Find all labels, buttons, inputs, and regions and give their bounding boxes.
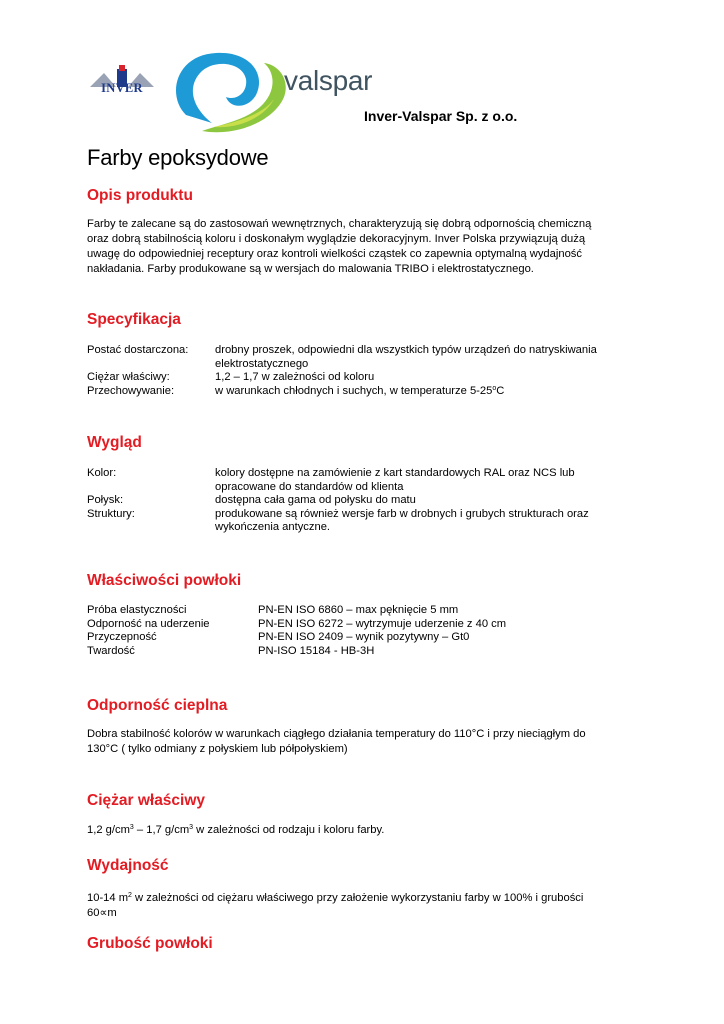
- odpornosc-paragraph: [87, 727, 639, 757]
- specyfikacja-table: [87, 344, 647, 398]
- odpornosc-line: Dobra stabilność kolorów w warunkach ciągłego działania temperatury do 110°C i przy nieciągłym do: [87, 728, 586, 740]
- odpornosc-line: 130°C ( tylko odmiany z połyskiem lub półpołyskiem): [87, 743, 348, 755]
- property-value: PN-EN ISO 2409 – wynik pozytywny – Gt0: [258, 631, 470, 643]
- opis-line: uwagę do odpowiedniej receptury oraz kontroli wielkości cząstek co zapewnia optymalną wydajność: [87, 248, 582, 260]
- wyglad-value: dostępna cała gama od połysku do matu: [215, 494, 416, 506]
- property-key: Odporność na uderzenie: [87, 617, 210, 630]
- wyglad-key: Kolor:: [87, 467, 117, 479]
- opis-line: oraz dobrą stabilnością koloru i doskonałym wyglądzie dekoracyjnym. Inver Polska przywiązują dużą: [87, 233, 586, 245]
- section-heading-wydajnosc: Wydajność: [87, 857, 169, 874]
- wyglad-value: produkowane są również wersje farb w drobnych i grubych strukturach oraz: [215, 507, 589, 520]
- spec-row: [87, 371, 647, 385]
- spec-value: drobny proszek, odpowiedni dla wszystkich typów urządzeń do natryskiwania: [215, 344, 597, 356]
- property-key: Twardość: [87, 644, 135, 657]
- wyglad-value-cont: opracowane do standardów od klienta: [215, 480, 404, 493]
- wyglad-key: Połysk:: [87, 494, 124, 506]
- document-title: Farby epoksydowe: [87, 145, 269, 170]
- spec-value: w warunkach chłodnych i suchych, w temperaturze 5-25$^o$C: [215, 384, 505, 397]
- section-heading-wlasciwosci: Właściwości powłoki: [87, 572, 242, 589]
- property-key: Próba elastyczności: [87, 604, 187, 616]
- logo-area: [86, 45, 376, 135]
- property-row: [87, 604, 647, 618]
- spec-key: Przechowywanie:: [87, 384, 175, 397]
- wyglad-row: [87, 494, 647, 508]
- valspar-swirl-icon: [156, 45, 296, 135]
- opis-line: nakładania. Farby produkowane są w wersjach do malowania TRIBO i elektrostatycznego.: [87, 263, 534, 275]
- wyglad-row: [87, 467, 647, 494]
- spec-key: Ciężar właściwy:: [87, 371, 170, 383]
- valspar-logo-text: valspar: [284, 65, 373, 96]
- property-value: PN-EN ISO 6860 – max pęknięcie 5 mm: [258, 604, 459, 616]
- spec-value: 1,2 – 1,7 w zależności od koloru: [215, 371, 375, 383]
- property-key: Przyczepność: [87, 631, 157, 643]
- opis-paragraph: [87, 217, 639, 277]
- wlasciwosci-table: [87, 604, 647, 658]
- wydajnosc-line: 10-14 $m^2$ w zależności od ciężaru właściwego przy założenie wykorzystaniu farby w 100% i grubości: [87, 892, 584, 904]
- wyglad-value: kolory dostępne na zamówienie z kart standardowych RAL oraz NCS lub: [215, 467, 575, 479]
- opis-line: Farby te zalecane są do zastosowań wewnętrznych, charakteryzują się dobrą odpornością chemiczną: [87, 218, 592, 230]
- wyglad-value-cont: wykończenia antyczne.: [215, 521, 331, 533]
- section-heading-wyglad: Wygląd: [87, 434, 142, 451]
- wydajnosc-paragraph: [87, 891, 639, 921]
- ciezar-paragraph: 1,2 $g/cm^3 - 1,7$ $g/cm^3$ w zależności od rodzaju i koloru farby.: [87, 824, 385, 836]
- section-heading-specyfikacja: Specyfikacja: [87, 311, 181, 328]
- property-value: PN-ISO 15184 - HB-3H: [258, 644, 375, 657]
- property-row: [87, 631, 647, 645]
- wyglad-row: [87, 508, 647, 535]
- wydajnosc-line: 60∝m: [87, 907, 117, 919]
- section-heading-ciezar: Ciężar właściwy: [87, 792, 206, 809]
- section-heading-opis: Opis produktu: [87, 187, 193, 204]
- wyglad-key: Struktury:: [87, 507, 135, 520]
- wyglad-table: [87, 467, 647, 535]
- spec-row: [87, 385, 647, 399]
- property-row: [87, 645, 647, 659]
- property-value: PN-EN ISO 6272 – wytrzymuje uderzenie z 40 cm: [258, 617, 507, 630]
- section-heading-grubosc: Grubość powłoki: [87, 935, 213, 952]
- spec-row: [87, 344, 647, 371]
- spec-key: Postać dostarczona:: [87, 344, 189, 356]
- company-name: Inver-Valspar Sp. z o.o.: [364, 108, 518, 124]
- property-row: [87, 618, 647, 632]
- spec-value-cont: elektrostatycznego: [215, 357, 309, 370]
- section-heading-odpornosc: Odporność cieplna: [87, 697, 228, 714]
- inver-logo-text: INVER: [101, 81, 143, 95]
